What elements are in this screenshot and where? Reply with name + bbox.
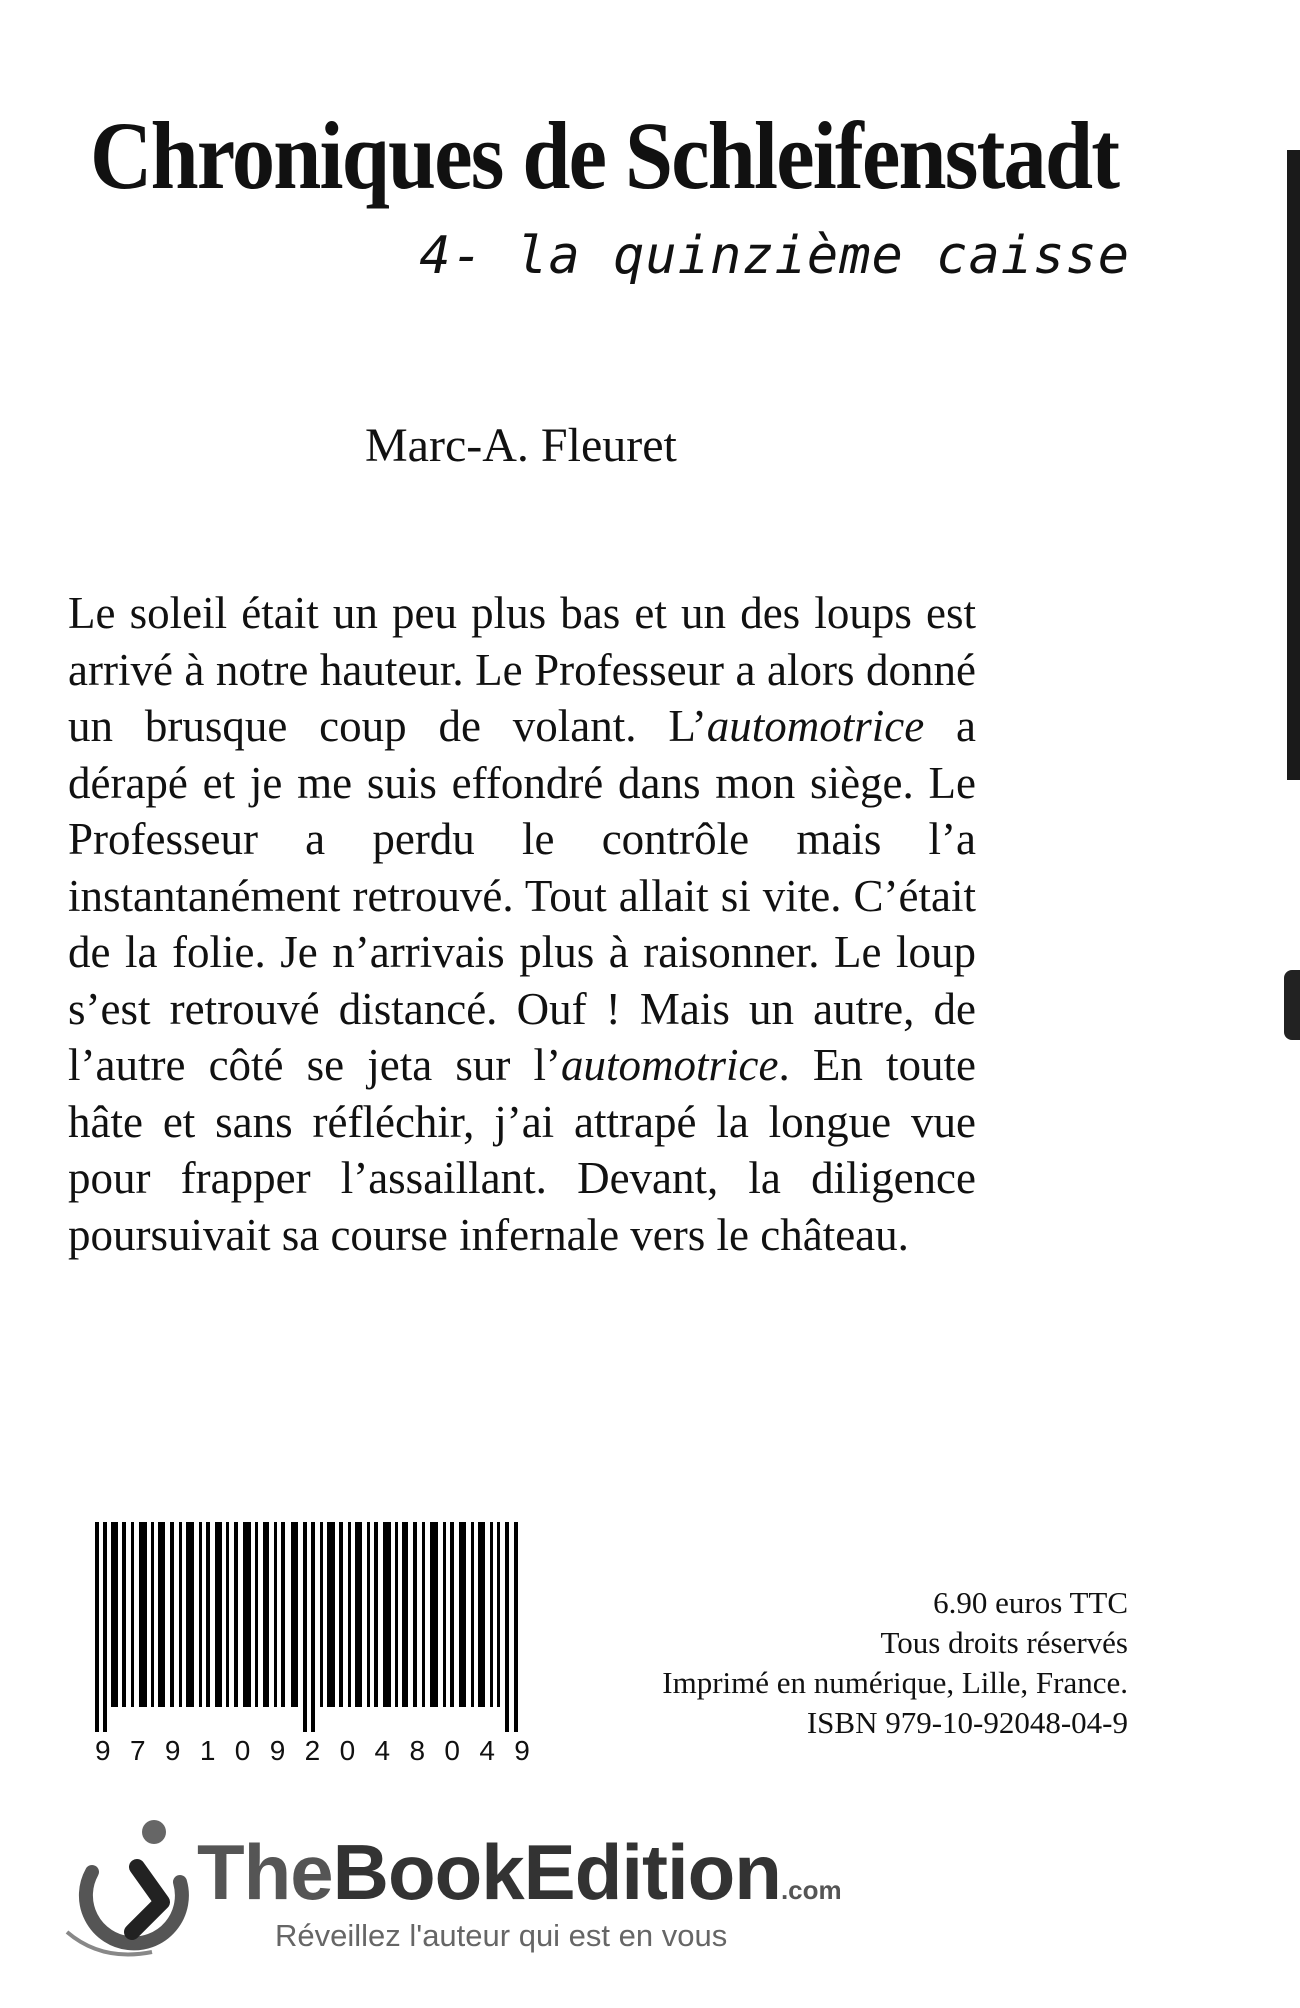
thebookedition-swirl-icon [62, 1812, 192, 1962]
rights-notice: Tous droits réservés [880, 1625, 1128, 1660]
publisher-wordmark [197, 1827, 842, 1918]
wordmark-the: The [197, 1828, 333, 1916]
spine-ornament [1284, 970, 1300, 1040]
blurb-emphasis-1: automotrice [706, 701, 925, 751]
barcode-digit: 9 [269, 1735, 286, 1766]
print-location: Imprimé en numérique, Lille, France. [662, 1665, 1128, 1700]
price: 6.90 euros TTC [933, 1585, 1128, 1620]
isbn: ISBN 979-10-92048-04-9 [806, 1705, 1128, 1740]
spine-edge-decoration [1287, 150, 1300, 780]
barcode-digit: 9 [514, 1735, 530, 1766]
barcode-digit: 4 [479, 1735, 495, 1766]
wordmark-domain: .com [780, 1875, 842, 1905]
barcode-digits [95, 1735, 530, 1767]
barcode-digit: 0 [234, 1735, 251, 1766]
barcode-bars-icon [95, 1522, 530, 1732]
publisher-logo [62, 1812, 862, 1992]
back-cover-blurb [68, 585, 976, 1263]
barcode-digit: 9 [95, 1735, 111, 1766]
barcode-digit: 8 [409, 1735, 426, 1766]
barcode-digit: 2 [304, 1735, 321, 1766]
book-title: Chroniques de Schleifenstadt [90, 102, 1119, 209]
barcode-digit: 1 [199, 1735, 216, 1766]
blurb-part-2: a dérapé et je me suis effondré dans mon siège. Le Professeur a perdu le contrôle mais l’a instantanément retrouvé. Tout allait si vite. C’était de la folie. Je n’arrivais plus à raisonner. Le loup s’est retrouvé distancé. Ouf ! Mais un autre, de l’autre côté se jeta sur l’ [68, 701, 976, 1090]
blurb-part-3: . En toute hâte et sans réfléchir, j’ai attrapé la longue vue pour frapper l’assaillant. Devant, la diligence poursuivait sa course infernale vers le château. [68, 1040, 977, 1260]
blurb-emphasis-2: automotrice [561, 1040, 779, 1090]
wordmark-bookedition: BookEdition [332, 1828, 781, 1916]
barcode-digit: 9 [164, 1735, 181, 1766]
barcode-digit: 0 [339, 1735, 356, 1766]
author-name: Marc-A. Fleuret [365, 419, 677, 472]
publisher-tagline: Réveillez l'auteur qui est en vous [275, 1918, 728, 1953]
barcode-digit: 0 [444, 1735, 460, 1766]
barcode [95, 1522, 530, 1767]
blurb-part-1: Le soleil était un peu plus bas et un des loups est arrivé à notre hauteur. Le Professeur a alors donné un brusque coup de volant. L’ [68, 588, 976, 751]
barcode-digit: 4 [374, 1735, 391, 1766]
barcode-digit: 7 [129, 1735, 146, 1766]
book-subtitle: 4- la quinzième caisse [419, 226, 1130, 286]
publication-info [662, 1583, 1128, 1743]
